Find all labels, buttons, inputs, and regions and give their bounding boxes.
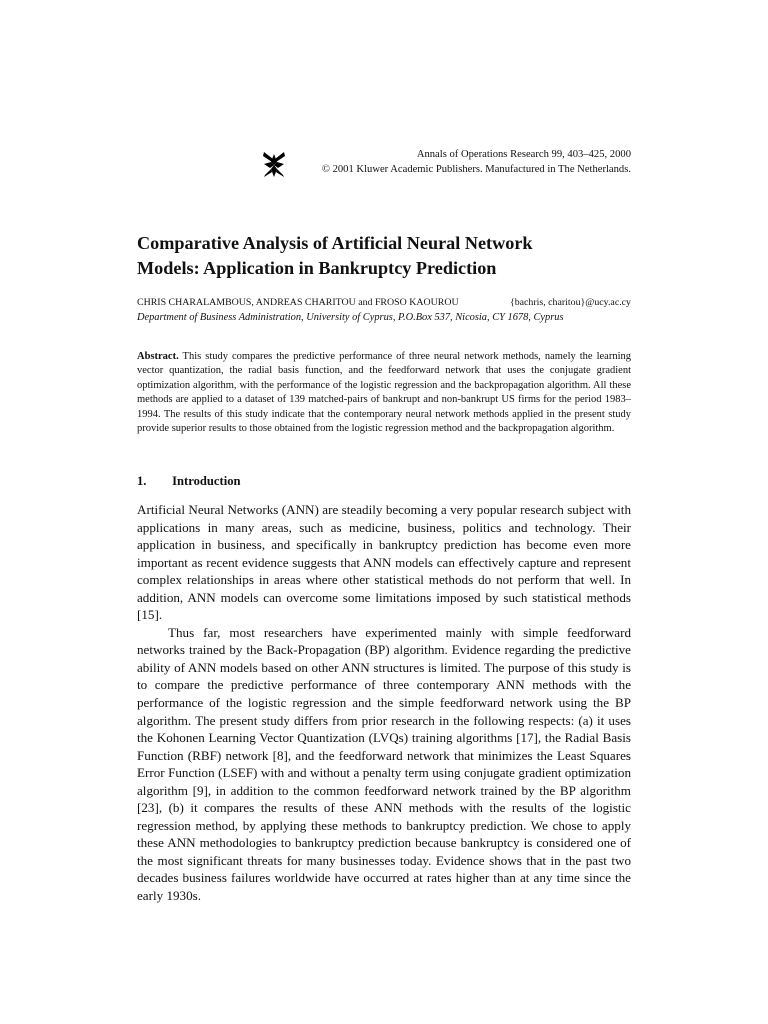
section-title: Introduction [172,474,241,488]
authors-row [137,296,631,310]
title-line-1: Comparative Analysis of Artificial Neural Network [137,233,533,253]
paragraph-1: Artificial Neural Networks (ANN) are steadily becoming a very popular research subject with applications in many areas, such as medicine, business, politics and technology. Their application in business, and specifically in bankruptcy prediction has become even more important as recent evidence suggests that ANN models can effectively capture and represent complex relationships in areas where other statistical methods do not perform that well. In addition, ANN models can overcome some limitations imposed by such statistical methods [15]. [137,502,631,623]
journal-line-2: © 2001 Kluwer Academic Publishers. Manufactured in The Netherlands. [321,163,631,175]
abstract [137,350,631,436]
author-affiliation: Department of Business Administration, University of Cyprus, P.O.Box 537, Nicosia, CY 1678, Cyprus [137,312,564,323]
paragraph-2: Thus far, most researchers have experimented mainly with simple feedforward networks trained by the Back-Propagation (BP) algorithm. Evidence regarding the predictive ability of ANN models based on other ANN structures is limited. The purpose of this study is to compare the predictive performance of three contemporary ANN methods with the performance of the logistic regression and the simple feedforward network using the BP algorithm. The present study differs from prior research in the following respects: (a) it uses the Kohonen Learning Vector Quantization (LVQs) training algorithms [17], the Radial Basis Function (RBF) network [8], and the feedforward network that minimizes the Least Squares Error Function (LSEF) with and without a penalty term using conjugate gradient optimization algorithm [9], in addition to the common feedforward network trained by the BP algorithm [23], (b) it compares the results of these ANN methods with the results of the logistic regression method, by applying these methods to bankruptcy prediction. We chose to apply these ANN methodologies to bankruptcy prediction because bankruptcy is considered one of the most significant threats for many businesses today. Evidence shows that in the past two decades business failures worldwide have occurred at rates higher than at any time since the early 1930s. [137,624,631,904]
author-email: {bachris, charitou}@ucy.ac.cy [509,297,631,308]
paper-page [137,0,631,1024]
body-text [137,501,631,905]
section-number: 1. [137,474,147,488]
title-line-2: Models: Application in Bankruptcy Prediction [137,258,497,278]
author-names: CHRIS CHARALAMBOUS, ANDREAS CHARITOU and FROSO KAOUROU [137,297,459,308]
paper-title [137,231,631,281]
abstract-text: This study compares the predictive performance of three neural network methods, namely the learning vector quantization, the radial basis function, and the feedforward network that uses the conjugate gradient optimization algorithm, with the performance of the logistic regression and the backpropagation algorithm. All these methods are applied to a dataset of 139 matched-pairs of bankrupt and non-bankrupt US firms for the period 1983–1994. The results of this study indicate that the contemporary neural network methods applied in the present study provide superior results to those obtained from the logistic regression method and the backpropagation algorithm. [137,351,632,435]
journal-line-1: Annals of Operations Research 99, 403–425, 2000 [416,149,631,160]
kluwer-logo-icon [262,150,286,178]
journal-citation [322,148,631,177]
abstract-label: Abstract. [137,351,179,362]
section-heading [137,473,241,489]
